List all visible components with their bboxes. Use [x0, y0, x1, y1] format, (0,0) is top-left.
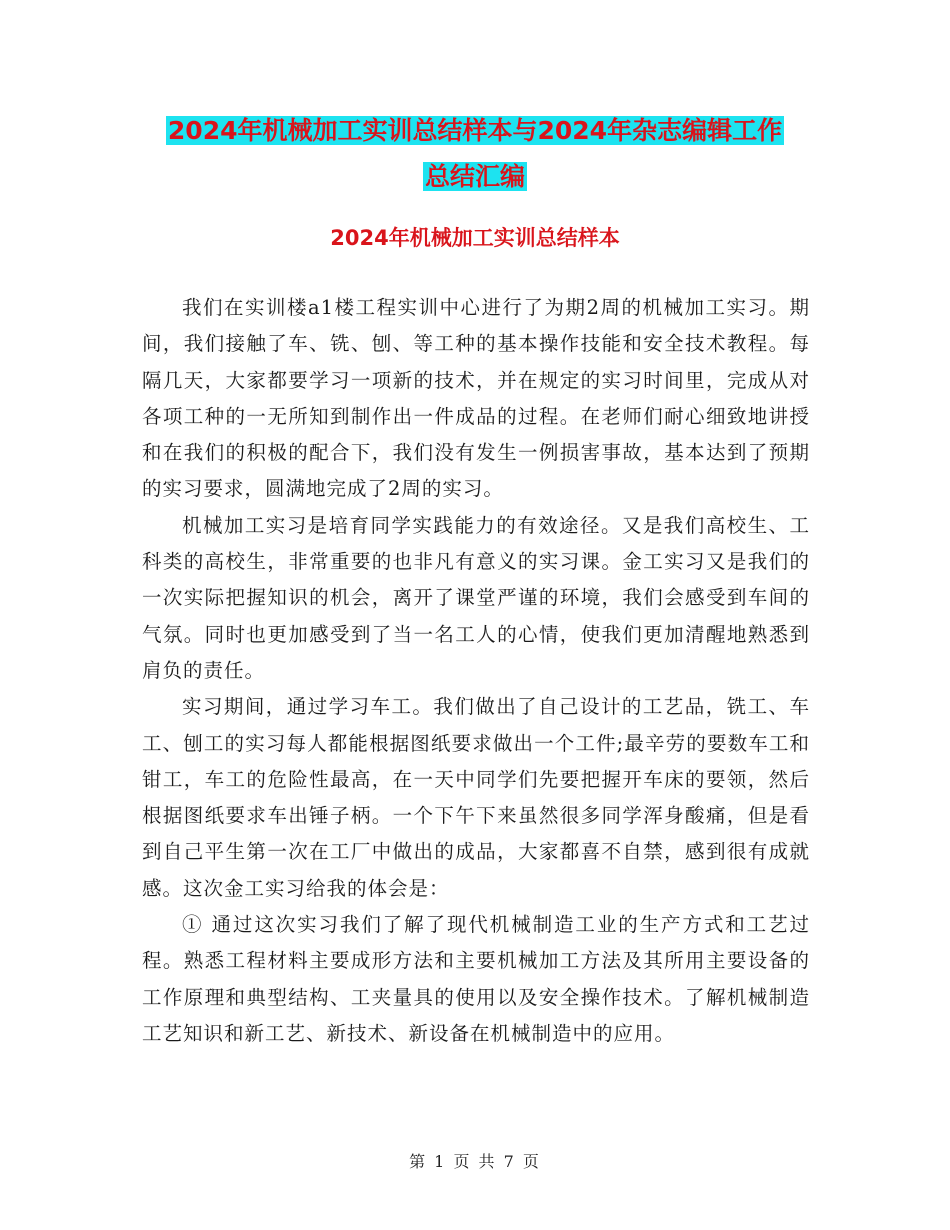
document-title [0, 108, 950, 200]
document-title-line-2: 总结汇编 [424, 162, 525, 191]
paragraph-3: 实习期间，通过学习车工。我们做出了自己设计的工艺品，铣工、车工、刨工的实习每人都能根据图纸要求做出一个工件;最辛劳的要数车工和钳工，车工的危险性最高，在一天中同学们先要把握开车床的要领，然后根据图纸要求车出锤子柄。一个下午下来虽然很多同学浑身酸痛，但是看到自己平生第一次在工厂中做出的成品，大家都喜不自禁，感到很有成就感。这次金工实习给我的体会是： [142, 695, 810, 900]
paragraph-1: 我们在实训楼a1楼工程实训中心进行了为期2周的机械加工实习。期间，我们接触了车、铣、刨、等工种的基本操作技能和安全技术教程。每隔几天，大家都要学习一项新的技术，并在规定的实习时间里，完成从对各项工种的一无所知到制作出一件成品的过程。在老师们耐心细致地讲授和在我们的积极的配合下，我们没有发生一例损害事故，基本达到了预期的实习要求，圆满地完成了2周的实习。 [142, 296, 810, 501]
page-number-footer: 第 1 页 共 7 页 [409, 1152, 541, 1171]
paragraph-2: 机械加工实习是培育同学实践能力的有效途径。又是我们高校生、工科类的高校生，非常重要的也非凡有意义的实习课。金工实习又是我们的一次实际把握知识的机会，离开了课堂严谨的环境，我们会感受到车间的气氛。同时也更加感受到了当一名工人的心情，使我们更加清醒地熟悉到肩负的责任。 [142, 513, 810, 682]
section-heading: 2024年机械加工实训总结样本 [330, 226, 620, 250]
document-title-line-1: 2024年机械加工实训总结样本与2024年杂志编辑工作 [167, 116, 783, 145]
paragraph-4: ① 通过这次实习我们了解了现代机械制造工业的生产方式和工艺过程。熟悉工程材料主要成形方法和主要机械加工方法及其所用主要设备的工作原理和典型结构、工夹量具的使用以及安全操作技术。了解机械制造工艺知识和新工艺、新技术、新设备在机械制造中的应用。 [142, 913, 810, 1045]
document-body [142, 290, 810, 1052]
